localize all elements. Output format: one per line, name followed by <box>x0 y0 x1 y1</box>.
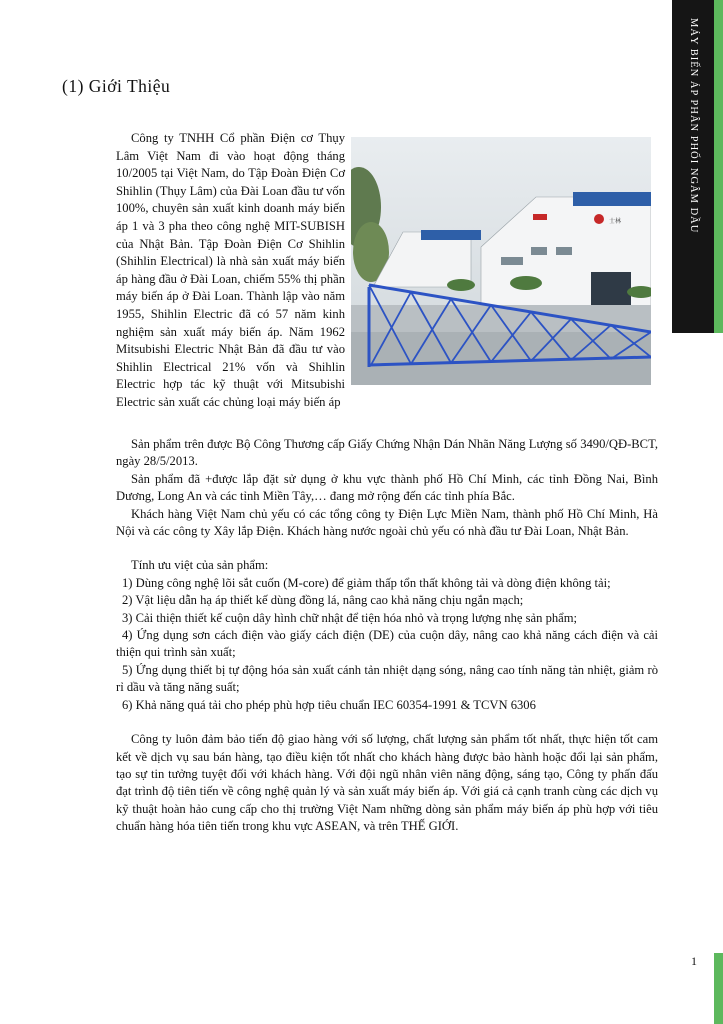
factory-photo-illustration <box>351 137 651 385</box>
page-number: 1 <box>691 954 697 968</box>
advantage-item: 5) Ứng dụng thiết bị tự động hóa sản xuất cánh tản nhiệt dạng sóng, nâng cao tính năng tản nhiệt, giảm rò rỉ dầu và tăng năng suất; <box>116 662 658 695</box>
advantage-item: 3) Cải thiện thiết kế cuộn dây hình chữ nhật để tiện hóa nhỏ và trọng lượng nhẹ sản phẩm; <box>122 610 578 625</box>
advantages-heading: Tính ưu việt của sản phẩm: <box>131 558 269 573</box>
advantage-item: 1) Dùng công nghệ lõi sắt cuốn (M-core) để giảm thấp tổn thất không tải và dòng điện không tải; <box>122 575 611 590</box>
factory-building-photo <box>351 137 651 385</box>
spacer <box>116 540 658 557</box>
paragraph-customers: Khách hàng Việt Nam chủ yếu có các tổng công ty Điện Lực Miền Nam, thành phố Hồ Chí Minh, Hà Nội và các công ty Xây lắp Điện. Khách hàng nước ngoài chủ yếu có nhà đầu tư Đài Loan, Nhật Bản. <box>116 506 658 539</box>
paragraph-installation: Sản phẩm đã +được lắp đặt sử dụng ở khu vực thành phố Hồ Chí Minh, các tỉnh Đồng Nai, Bình Dương, Long An và các tỉnh Miền Tây,… đang mở rộng đến các tỉnh phía Bắc. <box>116 471 658 504</box>
section-title: (1) Giới Thiệu <box>62 76 171 96</box>
bottom-accent-bar <box>714 953 723 1024</box>
advantage-item: 2) Vật liệu dẫn hạ áp thiết kế dùng đồng lá, nâng cao khả năng chịu ngắn mạch; <box>122 593 524 608</box>
spacer <box>116 714 658 731</box>
side-tab-label: MÁY BIẾN ÁP PHÂN PHỐI NGÂM DẦU <box>688 18 699 234</box>
side-tab <box>672 0 723 333</box>
closing-paragraph: Công ty luôn đảm bảo tiến độ giao hàng với số lượng, chất lượng sản phẩm tốt nhất, thực hiện tốt cam kết về dịch vụ sau bán hàng, tạo điều kiện tốt nhất cho khách hàng được bảo hành hoặc đổi lại sản phẩm, tạo sự tin tưởng tuyệt đối với khách hàng. Với đội ngũ nhân viên năng động, sáng tạo, Công ty phấn đấu đạt trình độ tiên tiến về công nghệ quản lý và sản xuất máy biến áp. Với giá cả cạnh tranh cùng các dịch vụ kỹ thuật hoàn hảo cung cấp cho thị trường Việt Nam những dòng sản phẩm máy biến áp phù hợp với tiêu chuẩn hàng hóa tiên tiến trong khu vực ASEAN, và trên THẾ GIỚI. <box>116 732 658 834</box>
body-text <box>116 436 658 836</box>
advantage-item: 4) Ứng dụng sơn cách điện vào giấy cách điện (DE) của cuộn dây, nâng cao khả năng cách điện và cải thiện qui trình sản xuất; <box>116 628 658 660</box>
building-sign: 士林 <box>609 218 622 225</box>
side-accent-bar <box>714 0 723 333</box>
paragraph-certificate: Sản phẩm trên được Bộ Công Thương cấp Giấy Chứng Nhận Dán Nhãn Năng Lượng số 3490/QĐ-BCT, ngày 28/5/2013. <box>116 437 658 469</box>
intro-paragraph: Công ty TNHH Cổ phần Điện cơ Thụy Lâm Việt Nam đi vào hoạt động tháng 10/2005 tại Việt Nam, do Tập Đoàn Điện Cơ Shihlin (Thụy Lâm) của Đài Loan đầu tư vốn 100%, chuyên sản xuất kinh doanh máy biến áp 1 và 3 pha theo công nghệ MIT-SUBISH của Nhật Bản. Tập Đoàn Điện Cơ Shihlin (Shihlin Electrical) là nhà sản xuất máy biến áp hàng đầu ở Đài Loan, chiếm 55% thị phần máy biến áp ở Đài Loan. Thành lập vào năm 1955, Shihlin Electric đã có 57 năm kinh nghiệm sản xuất máy biến áp. Năm 1962 Mitsubishi Electric Nhật Bản đã đầu tư vào Shihlin Electrical 21% vốn và Shihlin Electric hợp tác kỹ thuật với Mitsubishi Electric sản xuất các chủng loại máy biến áp <box>116 131 345 409</box>
advantage-item: 6) Khả năng quá tải cho phép phù hợp tiêu chuẩn IEC 60354-1991 & TCVN 6306 <box>122 697 536 712</box>
